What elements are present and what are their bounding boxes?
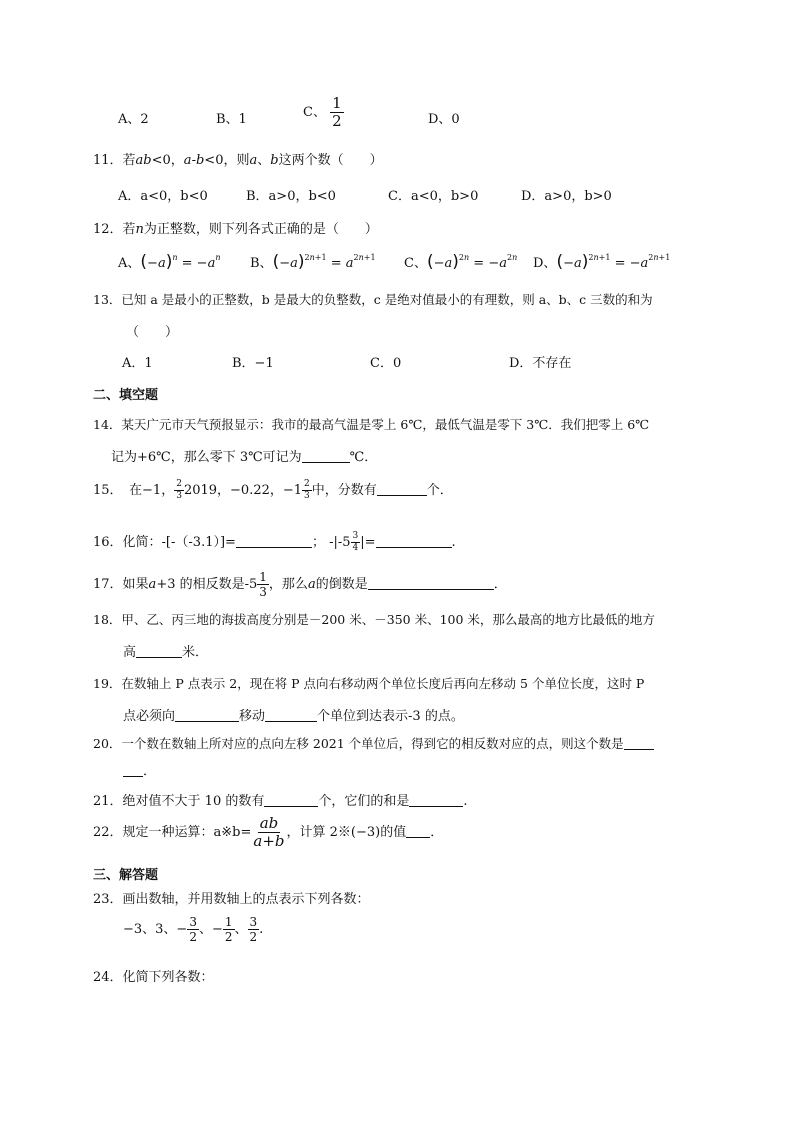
q11-var-b: b [195,153,205,168]
q23-list-prefix: −3、3、− [123,922,188,937]
q12-option-b: B、$(-a)^{2n+1} = a^{2n+1}$ [250,252,376,272]
q15-suffix: 个． [426,483,453,498]
q15-prefix: 15． 在−1， [93,483,175,498]
q21-answer-blank-2[interactable] [409,794,463,807]
q14-line2 [111,446,377,465]
fraction-numerator: 3 [249,915,258,929]
q22-fraction [251,816,286,849]
q10-option-b: B、1 [216,112,247,127]
fraction-denominator: 3 [304,491,310,501]
q16-line [93,531,456,553]
q18-line2-suffix: 米． [182,645,209,660]
fraction-numerator: 1 [259,570,267,584]
q11-stem-mid1: <0， [151,153,184,168]
fraction-denominator: 2 [249,930,258,944]
q23-number-list [123,916,263,943]
q20-line1-text: 20．一个数在数轴上所对应的点向左移 2021 个单位后，得到它的相反数对应的点，则这个数是 [93,736,624,751]
q18-line1: 18．甲、乙、丙三地的海拔高度分别是－200 米、－350 米、100 米，那么最高的地方比最低的地方 [93,612,655,627]
q17-fraction [257,571,269,598]
q10-option-c-fraction [330,96,344,129]
q10-option-c [303,96,344,129]
q11-option-d: D．a>0，b>0 [521,189,612,204]
q12-stem [93,218,378,237]
q11-stem-suffix: 这两个数（ ） [278,153,383,168]
q20-line2-suffix: ． [143,764,157,779]
q15-fraction-1 [174,480,184,501]
q17-var-a2: a [307,577,316,592]
q14-answer-blank[interactable] [302,450,350,463]
q14-line2-suffix: ℃． [349,450,378,465]
q12-option-a-label: A、 [118,256,141,271]
fraction-denominator: 3 [176,491,182,501]
q17-line [93,571,507,598]
q11-var-a2: a [249,153,258,168]
q17-prefix: 17．如果 [93,577,149,592]
q12-stem-suffix: 为正整数，则下列各式正确的是（ ） [143,222,378,237]
q11-var-ab: ab [135,153,152,168]
q10-option-a: A、2 [118,112,149,127]
q22-line [93,816,443,849]
q21-answer-blank-1[interactable] [264,794,318,807]
q11-var-b2: b [270,153,279,168]
q19-line2 [123,705,464,724]
q13-option-c: C．0 [370,356,402,371]
fraction-denominator: 3 [259,585,267,599]
q16-mid2: |= [360,535,376,550]
q12-option-b-label: B、 [250,256,273,271]
q23-sep1: 、− [198,922,223,937]
q10-option-c-label: C、 [303,105,326,120]
q13-stem: 13．已知 a 是最小的正整数，b 是最大的负整数，c 是绝对值最小的有理数，则 a、b、c 三数的和为 [93,292,653,307]
q17-mid2: ，那么 [268,577,308,592]
q18-line2 [123,641,208,660]
q12-option-d: D、$(-a)^{2n+1} = -a^{2n+1}$ [533,252,671,272]
q16-suffix: . [451,535,456,550]
q22-prefix: 22．规定一种运算：a※b= [93,825,252,840]
q11-var-a: a [183,153,192,168]
fraction-denominator: a+b [253,832,285,850]
q16-answer-blank-2[interactable] [376,535,452,548]
q23-fraction-1 [187,916,199,943]
q10-option-d: D、0 [428,112,460,127]
fraction-denominator: 4 [352,543,359,553]
q22-answer-blank[interactable] [406,825,430,838]
fraction-numerator: 2 [176,479,182,489]
fraction-denominator: 2 [224,930,233,944]
q15-line [93,479,453,501]
fraction-numerator: 2 [304,479,310,489]
q21-mid: 个，它们的和是 [318,794,410,809]
q23-fraction-3 [248,916,260,943]
q15-mid: 2019，−0.22，−1 [183,483,303,498]
q24-stem: 24．化简下列各数： [93,970,214,985]
q14-line1: 14．某天广元市天气预报显示：我市的最高气温是零上 6℃，最低气温是零下 3℃．我们把零上 6℃ [93,417,650,432]
q16-answer-blank-1[interactable] [236,535,312,548]
q23-sep2: 、 [234,922,248,937]
q13-paren: （ ） [126,325,179,340]
q17-suffix: ． [493,577,507,592]
q19-line2-suffix: 个单位到达表示-3 的点。 [317,709,464,724]
q19-line2-mid: 移动 [239,709,266,724]
q17-answer-blank[interactable] [368,577,494,590]
q12-option-c-label: C、 [404,256,427,271]
q11-stem: 11．若ab<0，a-b<0，则a、b这两个数（ ） [93,153,383,168]
fraction-numerator: 1 [332,94,342,112]
q23-stem: 23．画出数轴，并用数轴上的点表示下列各数： [93,892,370,907]
q11-option-a: A．a<0，b<0 [118,189,208,204]
q23-end: . [259,922,264,937]
q12-stem-prefix: 12．若 [93,222,136,237]
fraction-numerator: 1 [224,915,233,929]
q13-option-b: B．−1 [232,356,274,371]
q19-line2-prefix: 点必须向 [123,709,176,724]
q18-line2-prefix: 高 [123,645,137,660]
fraction-denominator: 2 [189,930,197,944]
q12-option-a: A、$(-a)^n = -a^n$ [118,252,221,272]
fraction-numerator: 3 [352,531,359,541]
q20-answer-blank-1[interactable] [624,737,654,750]
q11-stem-prefix: 11．若 [93,153,136,168]
q20-answer-blank-2[interactable] [123,764,143,777]
q15-answer-blank[interactable] [377,483,427,496]
q17-mid: +3 的相反数是-5 [156,577,258,592]
q12-option-d-label: D、 [533,256,557,271]
q11-option-c: C．a<0，b>0 [388,189,479,204]
section-heading-fill-in: 二、填空题 [93,388,159,403]
q19-line1: 19．在数轴上 P 点表示 2，现在将 P 点向右移动两个单位长度后再向左移动 5 个单位长度，这时 P [93,676,645,691]
q20-line1 [93,734,654,752]
q15-mid2: 中，分数有 [311,483,377,498]
q23-fraction-2 [223,916,235,943]
q12-option-c: C、$(-a)^{2n} = -a^{2n}$ [404,252,518,272]
q19-answer-blank-1[interactable] [175,709,239,722]
fraction-denominator: 2 [332,112,342,130]
q21-suffix: . [463,794,468,809]
q16-fraction [351,532,361,553]
q14-line2-prefix: 记为+6℃，那么零下 3℃可记为 [111,450,302,465]
q21-line [93,790,468,809]
q17-mid3: 的倒数是 [315,577,368,592]
fraction-numerator: ab [259,814,279,832]
q19-answer-blank-2[interactable] [265,709,317,722]
q13-option-a: A．1 [122,356,153,371]
q21-prefix: 21．绝对值不大于 10 的数有 [93,794,265,809]
q11-sep: 、 [257,153,271,168]
q13-option-d: D．不存在 [509,356,572,371]
section-heading-solutions: 三、解答题 [93,868,159,883]
q16-prefix: 16．化简：-[-（-3.1）]= [93,535,236,550]
q16-mid: ； -|-5 [311,535,351,550]
q22-mid: ，计算 2※(−3)的值 [286,825,407,840]
q11-option-b: B．a>0，b<0 [246,189,336,204]
q11-stem-mid2: <0，则 [204,153,250,168]
q17-var-a: a [148,577,157,592]
q18-answer-blank[interactable] [136,645,182,658]
q22-suffix: ． [430,825,444,840]
fraction-numerator: 3 [189,915,197,929]
q12-var-n: n [135,222,144,237]
q15-fraction-2 [302,480,312,501]
q20-line2 [123,760,156,779]
